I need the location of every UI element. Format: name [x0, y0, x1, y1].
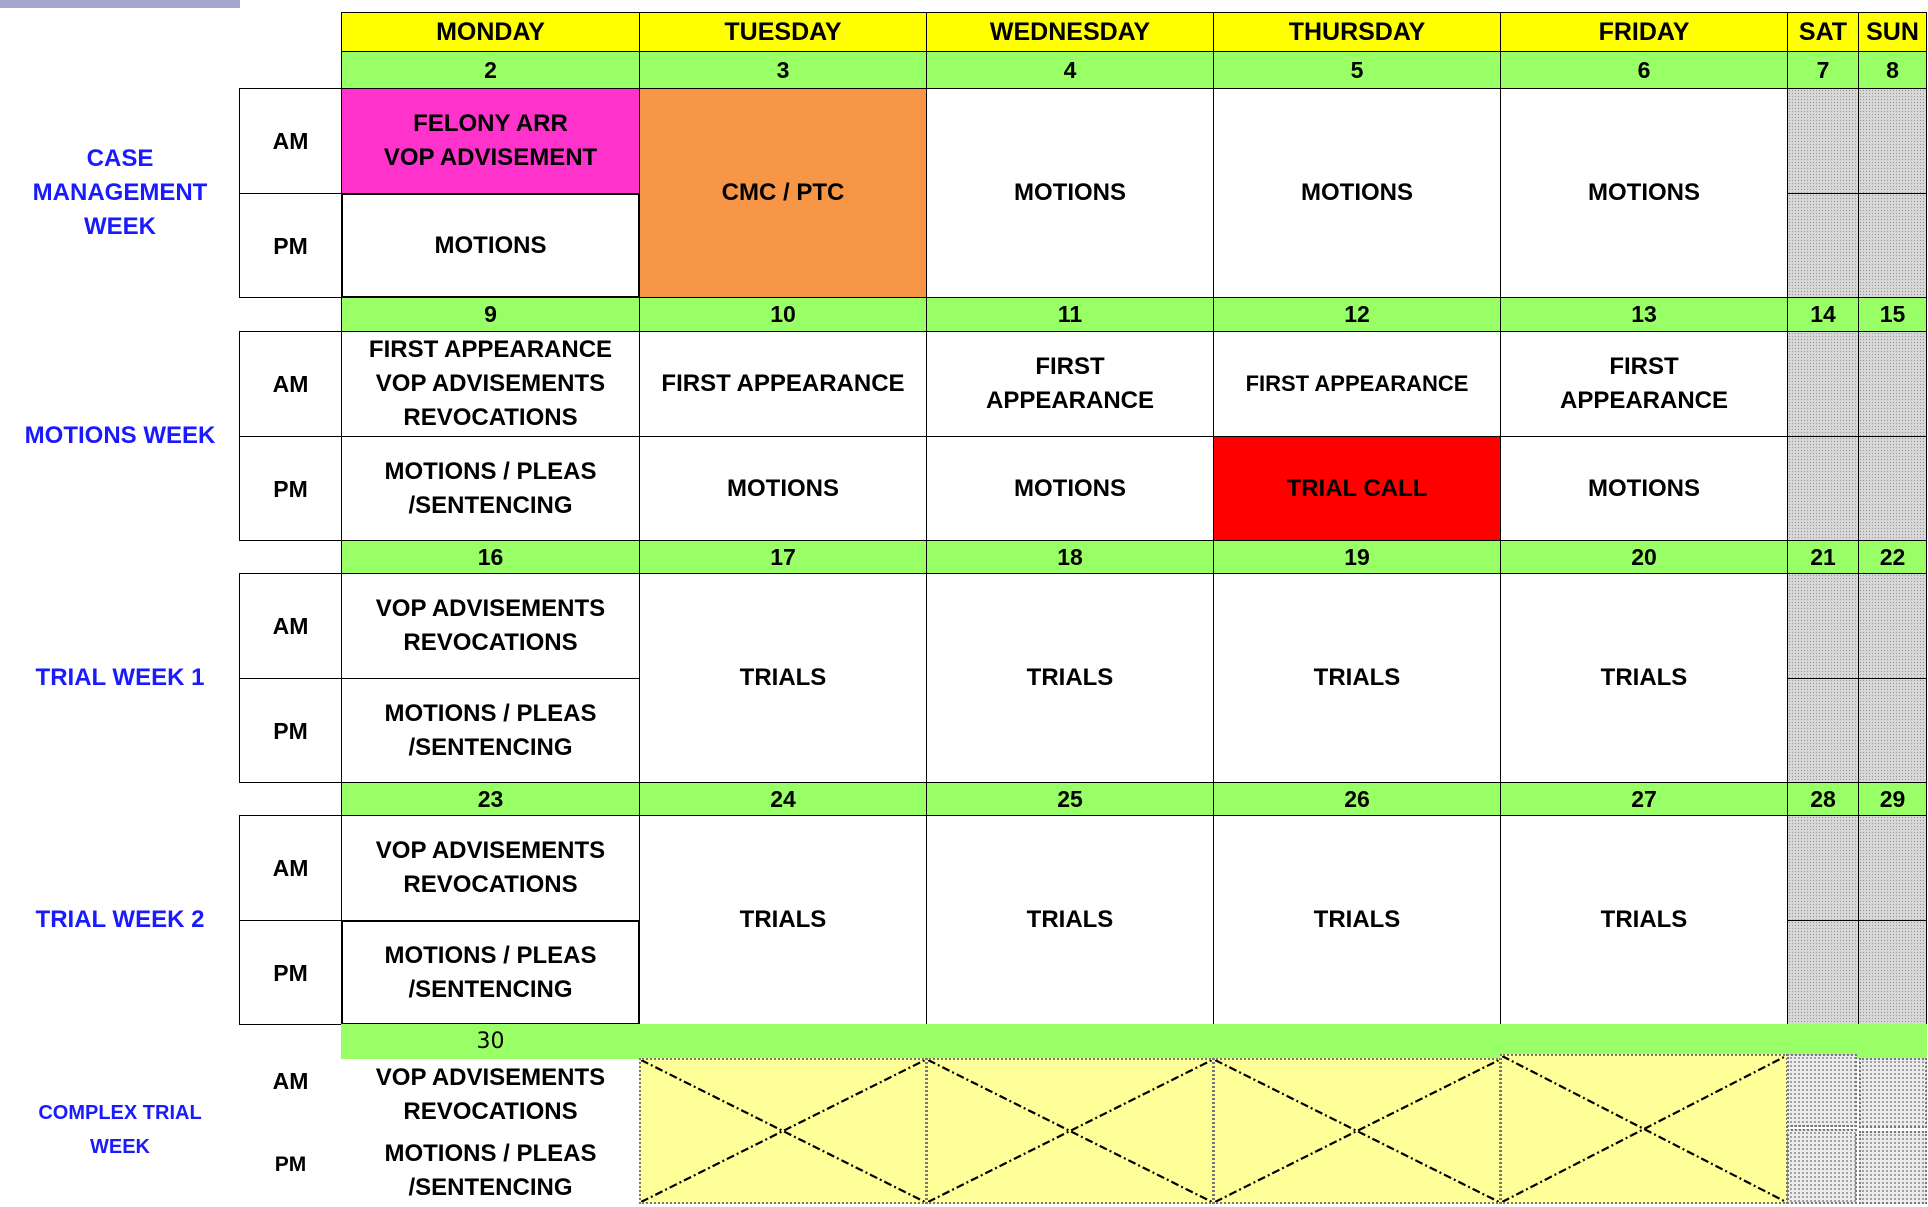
sunday-am-cell	[1858, 573, 1927, 679]
monday-pm-cell: MOTIONS / PLEAS /SENTENCING	[341, 678, 640, 783]
header-monday: MONDAY	[341, 12, 640, 52]
date-cell: 22	[1858, 540, 1927, 574]
tuesday-cell: TRIALS	[639, 573, 927, 783]
cross-out-icon	[641, 1060, 925, 1202]
sheet-corner-tab	[0, 0, 240, 8]
sunday-am-cell	[1858, 815, 1927, 921]
thursday-blocked-cell	[1213, 1058, 1501, 1204]
saturday-pm-cell	[1787, 920, 1859, 1025]
week-label-trial-1: TRIAL WEEK 1	[35, 664, 205, 691]
saturday-am-cell	[1787, 88, 1859, 194]
cross-out-icon	[1502, 1056, 1786, 1202]
date-cell: 16	[341, 540, 640, 574]
friday-cell: TRIALS	[1500, 815, 1788, 1025]
monday-am-cell: FIRST APPEARANCE VOP ADVISEMENTS REVOCATIONS	[341, 331, 640, 437]
date-cell: 10	[639, 297, 927, 332]
sunday-pm-cell	[1858, 193, 1927, 298]
thursday-am-cell: FIRST APPEARANCE	[1213, 331, 1501, 437]
date-cell: 11	[926, 297, 1214, 332]
week-label-trial-2: TRIAL WEEK 2	[35, 906, 205, 933]
week-label-complex-trial: COMPLEX TRIAL WEEK	[38, 1102, 202, 1158]
date-cell: 7	[1787, 51, 1859, 89]
date-cell: 6	[1500, 51, 1788, 89]
date-cell: 20	[1500, 540, 1788, 574]
monday-pm-cell: MOTIONS / PLEAS /SENTENCING	[341, 920, 640, 1025]
date-cell: 28	[1787, 782, 1859, 816]
monday-pm-cell: MOTIONS / PLEAS /SENTENCING	[384, 1140, 597, 1201]
date-cell: 19	[1213, 540, 1501, 574]
header-saturday: SAT	[1787, 12, 1859, 52]
sunday-pm-cell	[1858, 920, 1927, 1025]
tuesday-am-cell: FIRST APPEARANCE	[639, 331, 927, 437]
date-cell: 26	[1213, 782, 1501, 816]
friday-pm-cell: MOTIONS	[1500, 436, 1788, 541]
sunday-pm-cell	[1858, 436, 1927, 541]
tuesday-cell: TRIALS	[639, 815, 927, 1025]
friday-cell: MOTIONS	[1500, 88, 1788, 298]
sunday-am-cell	[1859, 1058, 1927, 1128]
date-cell: 18	[926, 540, 1214, 574]
date-cell: 17	[639, 540, 927, 574]
friday-am-cell: FIRST APPEARANCE	[1500, 331, 1788, 437]
thursday-cell: TRIALS	[1213, 573, 1501, 783]
thursday-pm-cell: TRIAL CALL	[1213, 436, 1501, 541]
sunday-am-cell	[1858, 88, 1927, 194]
wednesday-pm-cell: MOTIONS	[926, 436, 1214, 541]
pm-label: PM	[239, 920, 342, 1025]
week-label-motions: MOTIONS WEEK	[24, 422, 216, 449]
friday-blocked-cell	[1500, 1054, 1788, 1204]
wednesday-am-cell: FIRST APPEARANCE	[926, 331, 1214, 437]
date-cell: 27	[1500, 782, 1788, 816]
pm-label: PM	[274, 1153, 307, 1176]
date-cell: 3	[639, 51, 927, 89]
header-wednesday: WEDNESDAY	[926, 12, 1214, 52]
saturday-am-cell	[1787, 815, 1859, 921]
sunday-am-cell	[1858, 331, 1927, 437]
tuesday-pm-cell: MOTIONS	[639, 436, 927, 541]
header-thursday: THURSDAY	[1213, 12, 1501, 52]
wednesday-cell: TRIALS	[926, 815, 1214, 1025]
pm-label: PM	[239, 193, 342, 298]
header-tuesday: TUESDAY	[639, 12, 927, 52]
monday-am-cell: VOP ADVISEMENTS REVOCATIONS	[375, 1064, 606, 1125]
am-label: AM	[239, 331, 342, 437]
date-cell: 9	[341, 297, 640, 332]
am-label: AM	[239, 815, 342, 921]
date-cell: 21	[1787, 540, 1859, 574]
friday-cell: TRIALS	[1500, 573, 1788, 783]
wednesday-blocked-cell	[926, 1058, 1214, 1204]
am-label: AM	[239, 573, 342, 679]
sunday-pm-cell	[1858, 678, 1927, 783]
am-label: AM	[272, 1067, 309, 1094]
date-cell: 12	[1213, 297, 1501, 332]
header-friday: FRIDAY	[1500, 12, 1788, 52]
date-cell: 25	[926, 782, 1214, 816]
date-cell: 24	[639, 782, 927, 816]
date-cell: 23	[341, 782, 640, 816]
date-cell: 14	[1787, 297, 1859, 332]
am-label: AM	[239, 88, 342, 194]
wednesday-cell: MOTIONS	[926, 88, 1214, 298]
monday-pm-cell: MOTIONS / PLEAS /SENTENCING	[341, 436, 640, 541]
thursday-cell: TRIALS	[1213, 815, 1501, 1025]
saturday-am-cell	[1787, 1054, 1857, 1127]
monday-am-cell: VOP ADVISEMENTS REVOCATIONS	[341, 815, 640, 921]
date-cell: 15	[1858, 297, 1927, 332]
date-cell: 2	[341, 51, 640, 89]
thursday-cell: MOTIONS	[1213, 88, 1501, 298]
saturday-pm-cell	[1787, 678, 1859, 783]
header-sunday: SUN	[1858, 12, 1927, 52]
cross-out-icon	[1215, 1060, 1499, 1202]
date-cell: 8	[1858, 51, 1927, 89]
tuesday-blocked-cell	[639, 1058, 927, 1204]
wednesday-cell: TRIALS	[926, 573, 1214, 783]
monday-am-cell: VOP ADVISEMENTS REVOCATIONS	[341, 573, 640, 679]
tuesday-cell: CMC / PTC	[639, 88, 927, 298]
saturday-pm-cell	[1787, 1129, 1857, 1204]
date-cell: 29	[1858, 782, 1927, 816]
pm-label: PM	[239, 678, 342, 783]
monday-pm-cell: MOTIONS	[341, 193, 640, 298]
saturday-pm-cell	[1787, 193, 1859, 298]
date-cell: 30	[476, 1029, 505, 1054]
saturday-pm-cell	[1787, 436, 1859, 541]
pm-label: PM	[239, 436, 342, 541]
date-cell: 5	[1213, 51, 1501, 89]
saturday-am-cell	[1787, 331, 1859, 437]
week-label-case-management: CASE MANAGEMENT WEEK	[32, 145, 208, 240]
date-cell: 13	[1500, 297, 1788, 332]
saturday-am-cell	[1787, 573, 1859, 679]
cross-out-icon	[928, 1060, 1212, 1202]
sunday-pm-cell	[1859, 1131, 1927, 1204]
date-cell: 4	[926, 51, 1214, 89]
monday-am-cell: FELONY ARR VOP ADVISEMENT	[341, 88, 640, 194]
